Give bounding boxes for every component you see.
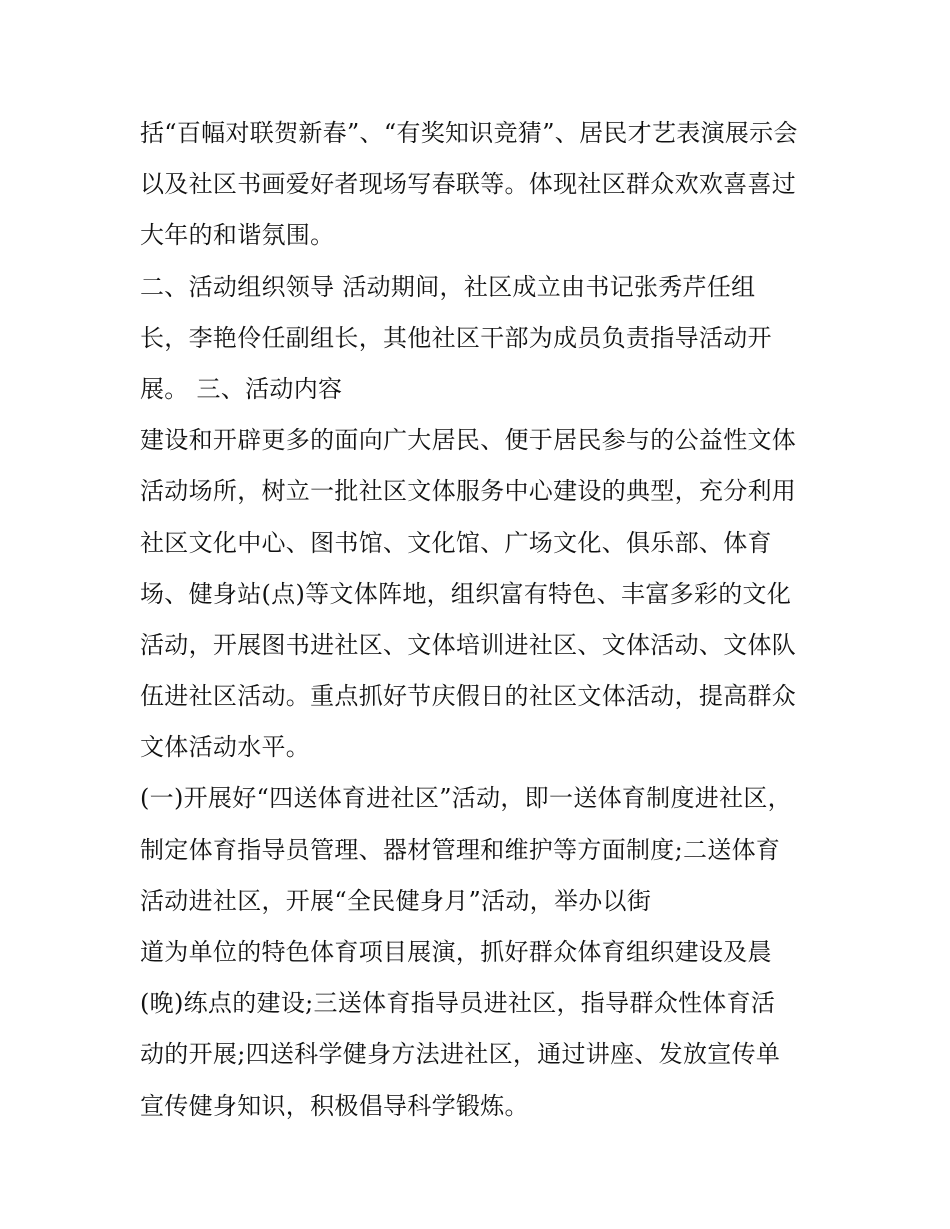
text-line: 道为单位的特色体育项目展演，抓好群众体育组织建设及晨 bbox=[140, 938, 772, 966]
body-text bbox=[140, 108, 840, 1132]
text-line: 制定体育指导员管理、器材管理和维护等方面制度;二送体育 bbox=[140, 835, 781, 864]
text-line: 动的开展;四送科学健身方法进社区，通过讲座、发放宣传单 bbox=[140, 1040, 781, 1069]
text-line: (晚)练点的建设;三送体育指导员进社区，指导群众性体育活 bbox=[140, 989, 776, 1018]
text-line: 场、健身站(点)等文体阵地，组织富有特色、丰富多彩的文化 bbox=[140, 579, 792, 608]
text-line: 建设和开辟更多的面向广大居民、便于居民参与的公益性文体 bbox=[140, 426, 797, 455]
text-line: 文体活动水平。 bbox=[140, 733, 311, 762]
text-line: 长，李艳伶任副组长，其他社区干部为成员负责指导活动开 bbox=[140, 323, 772, 352]
text-line: 活动进社区，开展“全民健身月”活动，举办以街 bbox=[140, 886, 652, 915]
text-line: 括“百幅对联贺新春”、“有奖知识竞猜”、居民才艺表演展示会 bbox=[140, 119, 798, 147]
text-line: 大年的和谐氛围。 bbox=[140, 221, 335, 250]
text-line: 活动场所，树立一批社区文体服务中心建设的典型，充分利用 bbox=[140, 477, 797, 506]
text-line: 以及社区书画爱好者现场写春联等。体现社区群众欢欢喜喜过 bbox=[140, 170, 797, 199]
text-line: 社区文化中心、图书馆、文化馆、广场文化、俱乐部、体育 bbox=[140, 528, 772, 557]
section-heading-line: 二、活动组织领导 活动期间，社区成立由书记张秀芹任组 bbox=[140, 272, 756, 301]
text-line: 活动，开展图书进社区、文体培训进社区、文体活动、文体队 bbox=[140, 630, 797, 659]
text-line: 伍进社区活动。重点抓好节庆假日的社区文体活动，提高群众 bbox=[140, 682, 797, 711]
subsection-line: (一)开展好“四送体育进社区”活动，即一送体育制度进社区， bbox=[140, 784, 792, 813]
text-line: 宣传健身知识，积极倡导科学锻炼。 bbox=[140, 1091, 529, 1120]
section-heading-line: 展。 三、活动内容 bbox=[140, 374, 343, 403]
